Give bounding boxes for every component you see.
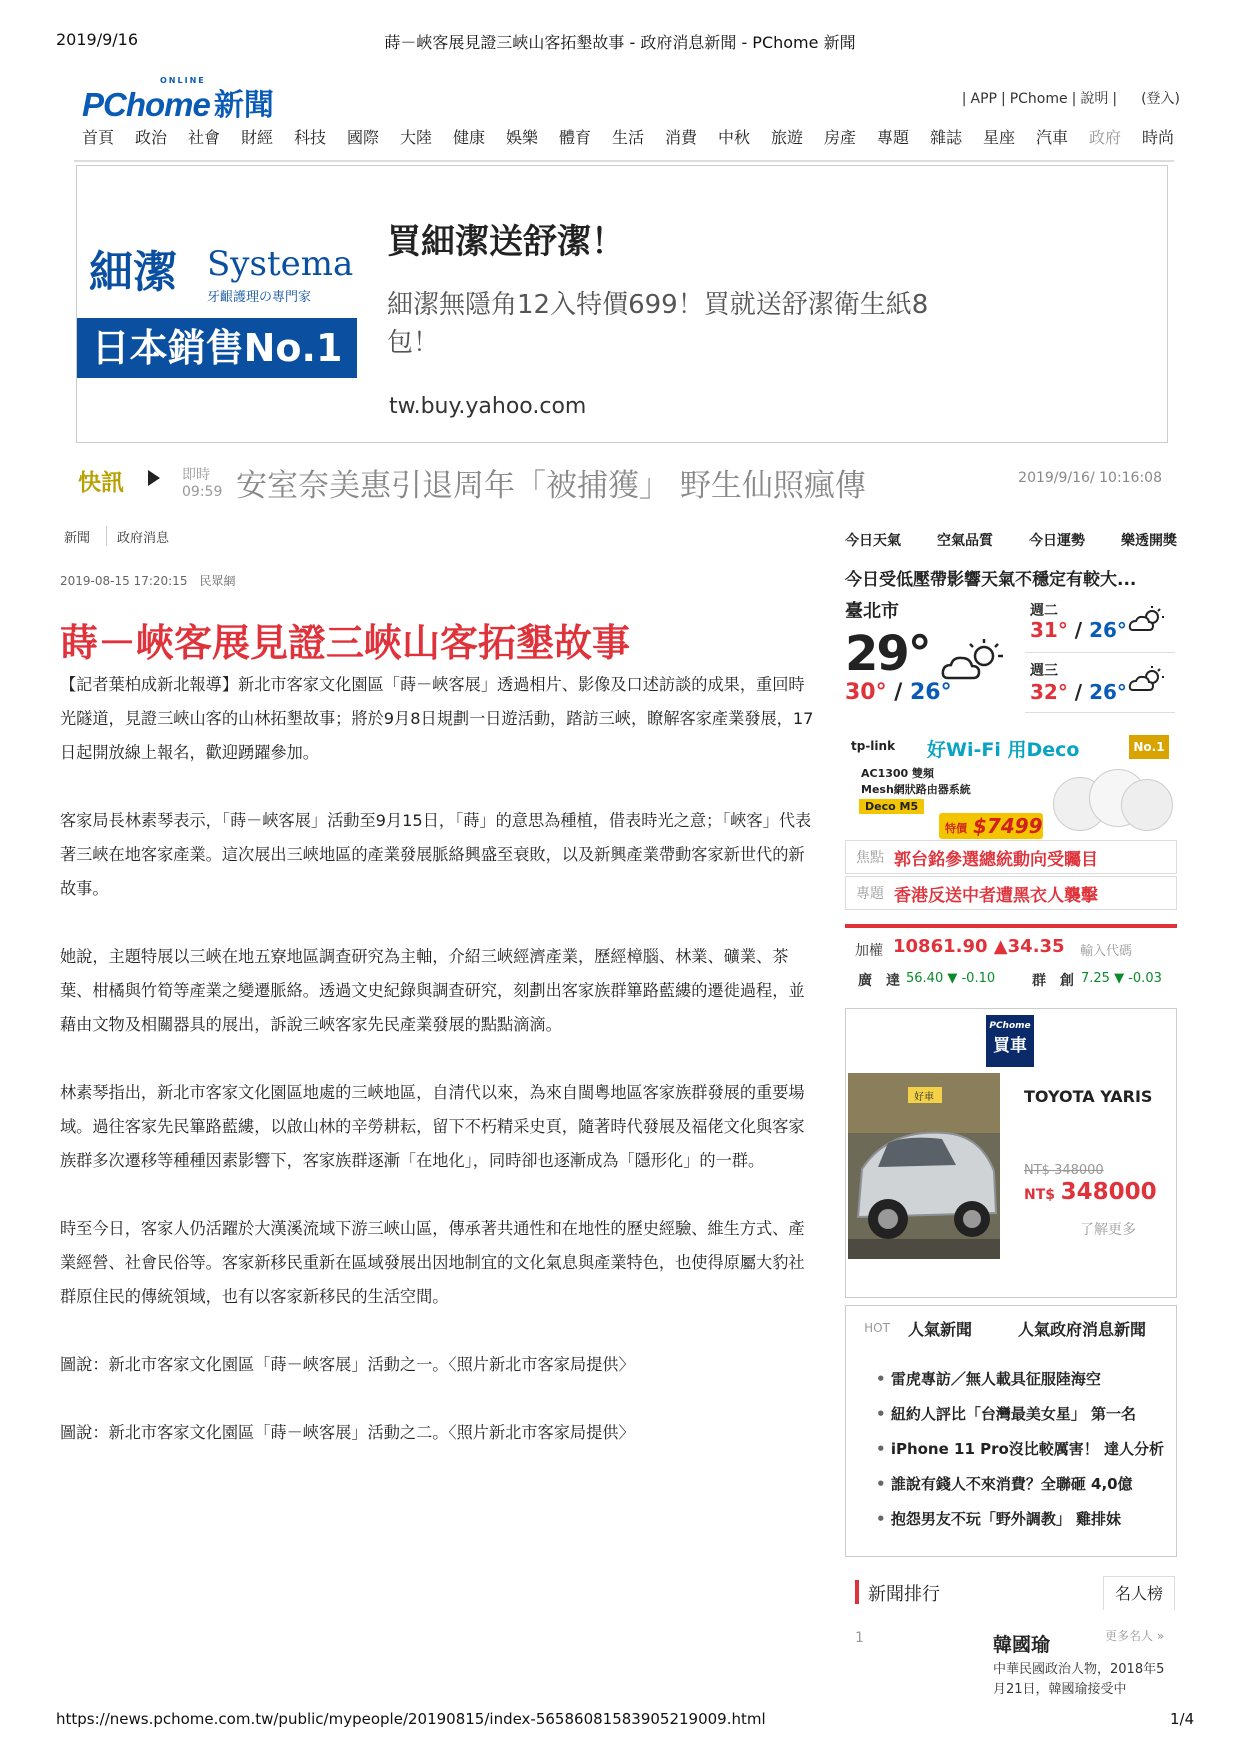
nav-item[interactable]: 汽車 <box>1036 128 1069 147</box>
flash-headline[interactable]: 安室奈美惠引退周年「被捕獲」 野生仙照瘋傳 <box>236 468 866 504</box>
stock-code-input[interactable]: 輸入代碼 <box>1080 944 1133 959</box>
router-ad-headline: 好Wi-Fi 用Deco <box>927 739 1080 761</box>
article-paragraph: 林素琴指出，新北市客家文化園區地處的三峽地區，自清代以來，為來自閩粵地區客家族群發展的重要場域。過往客家先民篳路藍縷，以啟山林的辛勞耕耘，留下不朽精采史頁，隨著時代發展及福佬文化與客家族群多次遷移等種種因素影響下，客家族群逐漸「在地化」，同時卻也逐漸成為「隱形化」的一群。 <box>60 1083 805 1170</box>
car-badge-bottom: 買車 <box>993 1036 1027 1056</box>
photo-caption: 圖說：新北市客家文化園區「蒔－峽客展」活動之一。〈照片新北市客家局提供〉 <box>60 1355 635 1374</box>
forecast-hilo: 32° / 26° <box>1030 680 1127 704</box>
article-meta: 2019-08-15 17:20:15 民眾網 <box>60 574 236 588</box>
print-page-number: 1/4 <box>1170 1710 1195 1728</box>
ad-brand-cn: 細潔 <box>89 247 177 298</box>
car-price-value: 348000 <box>1060 1179 1157 1205</box>
taiex-index: 10861.90 <box>893 936 988 957</box>
car-photo-sign: 好車 <box>914 1092 934 1103</box>
weather-tabs <box>845 530 1177 550</box>
partly-cloudy-icon <box>1128 664 1168 694</box>
nav-item[interactable]: 體育 <box>559 128 592 147</box>
forecast-low: 26° <box>1089 618 1127 642</box>
logo-news: 新聞 <box>213 88 274 123</box>
article-title: 蒔－峽客展見證三峽山客拓墾故事 <box>60 621 631 665</box>
article-paragraph: 客家局長林素琴表示，「蒔－峽客展」活動至9月15日，「蒔」的意思為種植，借表時光之意；「峽客」代表著三峽在地客家產業。這次展出三峽地區的產業發展脈絡興盛至衰敗，以及新興產業帶動客家新世代的新故事。 <box>60 811 812 898</box>
focus-link[interactable] <box>845 840 1177 874</box>
print-date: 2019/9/16 <box>56 30 139 49</box>
nav-item[interactable]: 健康 <box>453 128 486 147</box>
flash-datetime: 2019/9/16/ 10:16:08 <box>1018 470 1162 486</box>
tab-popular-gov-news[interactable]: 人氣政府消息新聞 <box>1017 1319 1146 1339</box>
router-unit-image <box>1121 779 1173 831</box>
top-link-app[interactable]: APP <box>970 91 997 107</box>
car-photo <box>848 1073 1000 1259</box>
router-ad-line2: Mesh網狀路由器系統 <box>861 783 971 796</box>
nav-item[interactable]: 旅遊 <box>771 128 804 147</box>
focus-text: 郭台銘參選總統動向受矚目 <box>894 849 1098 870</box>
router-ad-badge: No.1 <box>1129 735 1169 759</box>
nav-item[interactable]: 財經 <box>241 128 274 147</box>
stock-price: 56.40 <box>906 971 944 986</box>
router-ad[interactable] <box>845 735 1177 843</box>
ad-brand-logo <box>77 236 357 396</box>
main-nav <box>82 125 1182 148</box>
hot-label: HOT <box>864 1321 890 1335</box>
focus-key: 專題 <box>856 886 884 902</box>
nav-item[interactable]: 社會 <box>188 128 221 147</box>
forecast-high: 31° <box>1030 618 1068 642</box>
car-more-link[interactable]: 了解更多 <box>1080 1222 1136 1238</box>
forecast-divider <box>1025 652 1175 653</box>
ad-url[interactable]: tw.buy.yahoo.com <box>389 394 587 419</box>
hot-news-item[interactable]: • 誰說有錢人不來消費？全聯砸 4,0億 <box>876 1473 1166 1508</box>
hot-news-item[interactable]: • 紐約人評比「台灣最美女星」 第一名 <box>876 1403 1166 1438</box>
car-price <box>1024 1179 1157 1205</box>
breadcrumb-item[interactable]: 新聞 <box>64 530 91 546</box>
breadcrumb-separator <box>100 526 107 546</box>
weather-summary: 今日受低壓帶影響天氣不穩定有較大... <box>845 570 1137 590</box>
nav-item[interactable]: 時尚 <box>1142 128 1175 147</box>
today-hilo: 30° / 26° <box>845 680 952 705</box>
article-paragraph: 她說，主題特展以三峽在地五寮地區調查研究為主軸，介紹三峽經濟產業，歷經樟腦、林業、礦業、茶葉、柑橘與竹筍等產業之變遷脈絡。透過文史紀錄與調查研究，刻劃出客家族群篳路藍縷的遷徙過程，並藉由文物及相關器具的展出，訴說三峽客家先民產業發展的點點滴滴。 <box>60 947 805 1034</box>
tab-lottery[interactable]: 樂透開獎 <box>1121 533 1177 549</box>
forecast-high: 32° <box>1030 680 1068 704</box>
breadcrumb-item[interactable]: 政府消息 <box>117 530 170 546</box>
nav-item[interactable]: 大陸 <box>400 128 433 147</box>
nav-item[interactable]: 科技 <box>294 128 327 147</box>
top-link-pchome[interactable]: PChome <box>1009 91 1068 107</box>
flash-time: 09:59 <box>182 484 223 500</box>
breadcrumb <box>64 526 169 546</box>
play-arrow-icon[interactable] <box>148 470 160 486</box>
nav-divider <box>74 160 1174 162</box>
rank-description: 中華民國政治人物，2018年5月21日，韓國瑜接受中 <box>993 1662 1165 1697</box>
login-link[interactable]: (登入) <box>1141 91 1180 107</box>
ad-brand-en: Systema <box>207 244 354 284</box>
taiex-change: ▲34.35 <box>993 936 1065 957</box>
pchome-news-logo[interactable] <box>82 76 274 124</box>
logo-pchome: PChome <box>82 86 210 123</box>
ad-brand-sub: 牙齦護理の專門家 <box>207 290 312 305</box>
ranking-accent <box>855 1580 859 1604</box>
focus-link[interactable] <box>845 876 1177 910</box>
focus-text: 香港反送中者遭黑衣人襲擊 <box>894 885 1098 906</box>
ad-banner[interactable] <box>76 165 1168 443</box>
stock-quote <box>906 971 995 986</box>
stock-quote <box>1081 971 1162 986</box>
stock-change: ▼ -0.03 <box>1114 971 1162 986</box>
stock-change: ▼ -0.10 <box>947 971 996 986</box>
partly-cloudy-icon <box>940 636 1010 686</box>
stock-name: 群 創 <box>1032 973 1074 989</box>
print-title: 蒔－峽客展見證三峽山客拓墾故事 - 政府消息新聞 - PChome 新聞 <box>384 33 856 52</box>
article-body <box>60 668 820 1484</box>
forecast-hilo: 31° / 26° <box>1030 618 1127 642</box>
ad-description: 細潔無隱角12入特價699！買就送舒潔衛生紙8包！ <box>387 290 929 358</box>
nav-item[interactable]: 星座 <box>983 128 1016 147</box>
router-ad-model: Deco M5 <box>859 799 924 814</box>
top-link-help[interactable]: 說明 <box>1080 91 1109 107</box>
hot-news-item[interactable]: • iPhone 11 Pro沒比較厲害！ 達人分析 <box>876 1438 1166 1473</box>
nav-item[interactable]: 消費 <box>665 128 698 147</box>
article-paragraph: 時至今日，客家人仍活躍於大漢溪流域下游三峽山區，傳承著共通性和在地性的歷史經驗、維生方式、產業經營、社會民俗等。客家新移民重新在區域發展出因地制宜的文化氣息與產業特色，也使得原屬大豹社群原住民的傳統領域，也有以客家新移民的生活空間。 <box>60 1219 805 1306</box>
flash-time-label: 即時 <box>182 467 210 483</box>
ranking-title: 新聞排行 <box>868 1584 940 1605</box>
tab-celebrity[interactable]: 名人榜 <box>1103 1576 1175 1610</box>
nav-item[interactable]: 首頁 <box>82 128 115 147</box>
ad-brand-badge: 日本銷售No.1 <box>77 318 357 378</box>
logo-online: ONLINE <box>160 76 206 85</box>
car-price-currency: NT$ <box>1024 1187 1056 1203</box>
nav-item[interactable]: 娛樂 <box>506 128 539 147</box>
ad-headline: 買細潔送舒潔！ <box>387 222 625 262</box>
nav-item[interactable]: 國際 <box>347 128 380 147</box>
weather-city: 臺北市 <box>845 601 899 622</box>
photo-caption: 圖說：新北市客家文化園區「蒔－峽客展」活動之二。〈照片新北市客家局提供〉 <box>60 1423 635 1442</box>
nav-item-active[interactable]: 政府 <box>1089 128 1122 147</box>
focus-key: 焦點 <box>856 850 884 866</box>
taiex-value <box>893 936 1065 957</box>
forecast-day: 週三 <box>1030 663 1058 679</box>
router-ad-price-label: 特價 <box>945 822 967 835</box>
tab-popular-news[interactable]: 人氣新聞 <box>908 1319 973 1339</box>
stock-name: 廣 達 <box>858 973 900 989</box>
nav-item[interactable]: 政治 <box>135 128 168 147</box>
nav-item[interactable]: 房產 <box>824 128 857 147</box>
stock-price: 7.25 <box>1081 971 1110 986</box>
hot-news-item[interactable]: • 雷虎專訪／無人載具征服陸海空 <box>876 1368 1166 1403</box>
car-ad[interactable] <box>845 1008 1177 1298</box>
nav-item[interactable]: 專題 <box>877 128 910 147</box>
flash-label: 快訊 <box>78 470 124 496</box>
flash-news-bar <box>78 460 1178 510</box>
nav-item[interactable]: 生活 <box>612 128 645 147</box>
print-url: https://news.pchome.com.tw/public/mypeople/20190815/index-56586081583905219009.html <box>56 1710 766 1728</box>
hot-news-box <box>845 1305 1177 1557</box>
today-high: 30° <box>845 680 887 705</box>
more-celebrities-link[interactable]: 更多名人 » <box>1105 1629 1165 1643</box>
top-links: | APP | PChome | 說明 | (登入) <box>961 91 1180 107</box>
current-temperature: 29° <box>845 626 930 682</box>
car-model: TOYOTA YARIS <box>1024 1087 1153 1106</box>
nav-item[interactable]: 雜誌 <box>930 128 963 147</box>
router-ad-price: $7499 <box>973 814 1043 838</box>
forecast-divider <box>1025 712 1175 713</box>
section-divider <box>845 924 1177 928</box>
car-badge-top: PChome <box>989 1021 1031 1031</box>
pchome-car-badge <box>986 1015 1034 1067</box>
hot-news-item[interactable]: • 抱怨男友不玩「野外調教」 雞排妹 <box>876 1508 1166 1543</box>
router-ad-line1: AC1300 雙頻 <box>861 767 935 780</box>
tab-weather[interactable]: 今日天氣 <box>845 533 901 549</box>
rank-name[interactable]: 韓國瑜 <box>993 1634 1051 1656</box>
router-ad-price-tag <box>939 813 1043 839</box>
tab-air-quality[interactable]: 空氣品質 <box>937 533 993 549</box>
tab-horoscope[interactable]: 今日運勢 <box>1029 533 1085 549</box>
nav-item[interactable]: 中秋 <box>718 128 751 147</box>
forecast-low: 26° <box>1089 680 1127 704</box>
today-low: 26° <box>910 680 952 705</box>
router-ad-brand: tp-link <box>851 739 896 753</box>
car-old-price: NT$ 348000 <box>1024 1163 1104 1178</box>
article-paragraph: 【記者葉柏成新北報導】新北市客家文化園區「蒔－峽客展」透過相片、影像及口述訪談的成果，重回時光隧道，見證三峽山客的山林拓墾故事；將於9月8日規劃一日遊活動，踏訪三峽，瞭解客家產業發展，17日起開放線上報名，歡迎踴躍參加。 <box>60 675 814 762</box>
forecast-day: 週二 <box>1030 603 1058 619</box>
taiex-label: 加權 <box>855 943 883 959</box>
partly-cloudy-icon <box>1128 604 1168 634</box>
rank-number: 1 <box>855 1630 864 1646</box>
